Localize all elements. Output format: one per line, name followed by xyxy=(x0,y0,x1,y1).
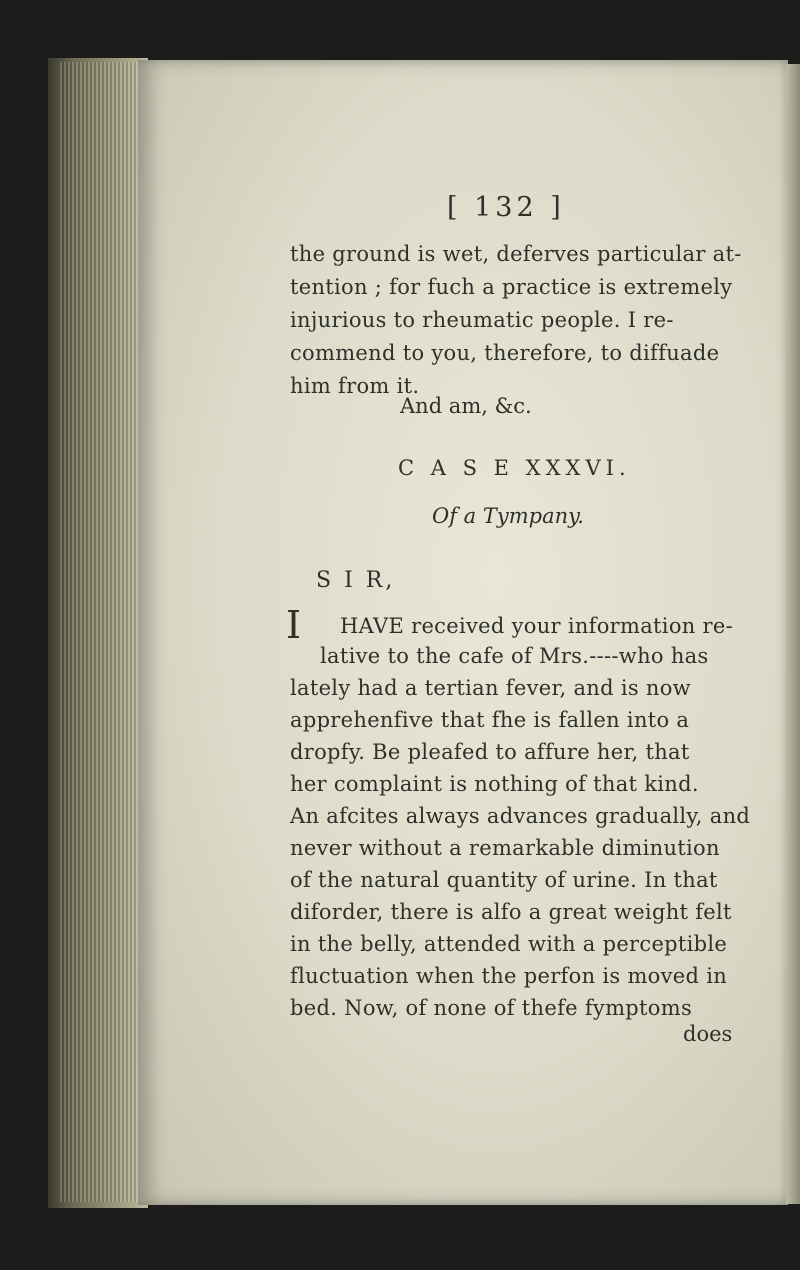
text-line: bed. Now, of none of thefe fymptoms xyxy=(290,996,693,1020)
text-line: lative to the cafe of Mrs.----who has xyxy=(320,644,709,668)
page-stack xyxy=(60,62,146,1202)
text-line: An afcites always advances gradually, and xyxy=(290,804,751,828)
text-line: apprehenfive that fhe is fallen into a xyxy=(290,708,690,732)
text-line: him from it. xyxy=(290,374,420,398)
text-line: the ground is wet, deferves particular at- xyxy=(290,242,742,266)
text-line: in the belly, attended with a perceptible xyxy=(290,932,728,956)
case-heading: C A S E XXXVI. xyxy=(398,456,631,480)
text-line: injurious to rheumatic people. I re- xyxy=(290,308,674,332)
text-line: her complaint is nothing of that kind. xyxy=(290,772,699,796)
signoff: And am, &c. xyxy=(400,394,532,418)
letter-first-line: HAVE received your information re- xyxy=(340,614,734,638)
catchword: does xyxy=(683,1022,733,1046)
text-line: diforder, there is alfo a great weight felt xyxy=(290,900,732,924)
text-line: dropfy. Be pleafed to affure her, that xyxy=(290,740,690,764)
salutation: S I R, xyxy=(316,568,396,593)
text-line: commend to you, therefore, to diffuade xyxy=(290,341,720,365)
page-right-edge xyxy=(786,64,800,1204)
text-line: of the natural quantity of urine. In that xyxy=(290,868,718,892)
text-line: fluctuation when the perfon is moved in xyxy=(290,964,728,988)
drop-cap: I xyxy=(286,603,302,647)
case-subtitle: Of a Tympany. xyxy=(432,504,584,528)
text-line: never without a remarkable diminution xyxy=(290,836,720,860)
text-line: tention ; for fuch a practice is extremely xyxy=(290,275,733,299)
text-line: lately had a tertian fever, and is now xyxy=(290,676,691,700)
page-number: [ 132 ] xyxy=(447,192,565,223)
